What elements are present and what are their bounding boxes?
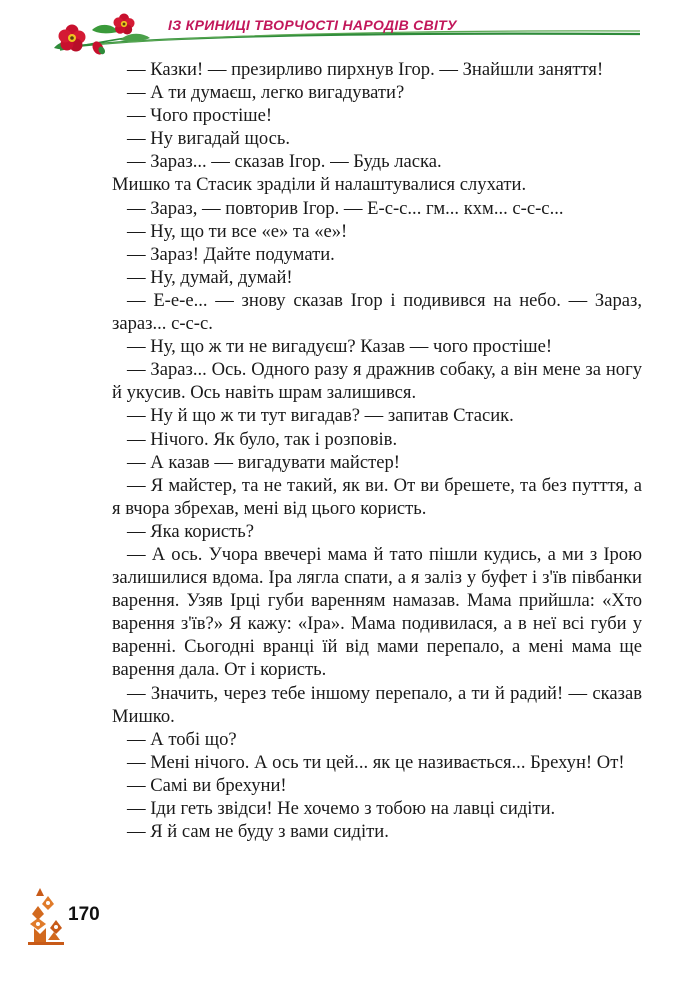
paragraph: — Самі ви брехуни! [127, 774, 287, 796]
paragraph: — Казки! — презирливо пирхнув Ігор. — Знайшли заняття! [127, 59, 604, 80]
paragraph: — Ну, що ти все «е» та «е»! [127, 220, 348, 242]
paragraph: — Ну й що ж ти тут вигадав? — запитав Стасик. [127, 405, 514, 427]
paragraph: — Ну, що ж ти не вигадуєш? Казав — чого простіше! [127, 336, 553, 358]
page-header [0, 0, 700, 60]
paragraph: — Іди геть звідси! Не хочемо з тобою на лавці сидіти. [127, 798, 556, 819]
paragraph: — Зараз! Дайте подумати. [127, 243, 335, 265]
page-number: 170 [68, 904, 100, 925]
paragraph: — А казав — вигадувати майстер! [127, 451, 400, 473]
folk-ornament-icon [28, 884, 66, 946]
paragraph: — Нічого. Як було, так і розповів. [127, 428, 398, 450]
paragraph: — А ось. Учора ввечері мама й тато пішли кудись, а ми з Ірою залишилися вдома. Іра лягла спати, а я заліз у буфет і з'їв півбанки варення. Узяв Ірці губи варенням намазав. Мама прийшла: «Хто варення з'їв?» Я кажу: «Іра». Мама подивилася, а в неї всі губи у варенні. Сьогодні вранці їй від мами перепало, а мені мама ще варення дала. От і користь. [112, 543, 642, 681]
paragraph: — А тобі що? [127, 728, 237, 750]
paragraph: — Зараз... — сказав Ігор. — Будь ласка. [127, 151, 442, 173]
paragraph: — Значить, через тебе іншому перепало, а ти й радий! — сказав Мишко. [112, 682, 642, 727]
paragraph: — Зараз, — повторив Ігор. — Е-с-с... гм... кхм... с-с-с... [127, 197, 564, 219]
paragraph: — Ну, думай, думай! [127, 266, 293, 288]
paragraph: — А ти думаєш, легко вигадувати? [127, 82, 405, 104]
paragraph: — Яка користь? [127, 520, 255, 542]
paragraph: — Мені нічого. А ось ти цей... як це називається... Брехун! От! [127, 751, 625, 773]
paragraph: — Е-е-е... — знову сказав Ігор і подивився на небо. — Зараз, зараз... с-с-с. [112, 289, 642, 335]
story-text [112, 58, 642, 843]
paragraph: — Я й сам не буду з вами сидіти. [127, 821, 389, 843]
paragraph: — Чого простіше! [127, 105, 273, 127]
paragraph: — Зараз... Ось. Одного разу я дражнив собаку, а він мене за ногу й укусив. Ось навіть шрам залишився. [112, 359, 642, 404]
paragraph: Мишко та Стасик зраділи й налаштувалися слухати. [112, 174, 527, 196]
paragraph: — Ну вигадай щось. [127, 128, 290, 150]
section-title: ІЗ КРИНИЦІ ТВОРЧОСТІ НАРОДІВ СВІТУ [168, 17, 457, 33]
paragraph: — Я майстер, та не такий, як ви. От ви брешете, та без путття, а я вчора збрехав, мені від цього користь. [112, 474, 642, 519]
